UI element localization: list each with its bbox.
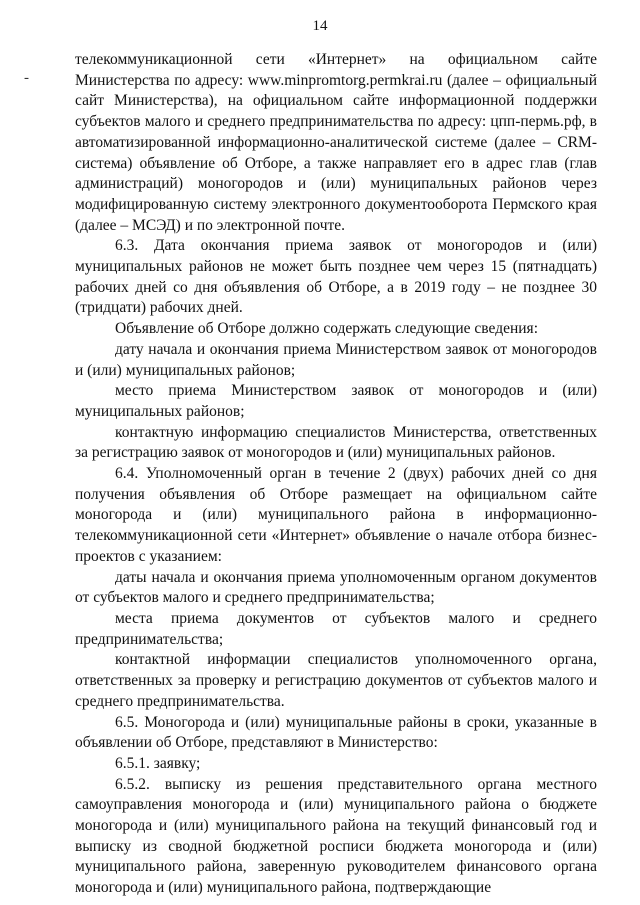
paragraph-continuation: телекоммуникационной сети «Интернет» на официальном сайте Министерства по адресу: www.minpromtorg.permkrai.ru (далее – официальный сайт Министерства), на официальном сайте информационной поддержки субъектов малого и среднего предпринимательства по адресу: цпп-пермь.рф, в автоматизированной информационно-аналитической системе (далее – CRM-система) объявление об Отборе, а также направляет его в адрес глав (глав администраций) моногородов и (или) муниципальных районов через модифицированную систему электронного документооборота Пермского края (далее – МСЭД) и по электронной почте. bbox=[75, 51, 597, 234]
margin-mark: - bbox=[24, 70, 29, 86]
paragraph-start-end-dates: дату начала и окончания приема Министерством заявок от моногородов и (или) муниципальных районов; bbox=[75, 340, 597, 379]
paragraph-6-5: 6.5. Моногорода и (или) муниципальные районы в сроки, указанные в объявлении об Отборе, представляют в Министерство: bbox=[75, 713, 597, 752]
paragraph-contacts: контактную информацию специалистов Министерства, ответственных за регистрацию заявок от моногородов и (или) муниципальных районов. bbox=[75, 423, 597, 462]
paragraph-6-5-1: 6.5.1. заявку; bbox=[115, 754, 201, 772]
paragraph-dates: даты начала и окончания приема уполномоченным органом документов от субъектов малого и среднего предпринимательства; bbox=[75, 568, 597, 607]
page-number: 14 bbox=[312, 18, 328, 34]
paragraph-6-3: 6.3. Дата окончания приема заявок от моногородов и (или) муниципальных районов не может быть позднее чем через 15 (пятнадцать) рабочих дней со дня объявления об Отборе, а в 2019 году – не позднее 30 (тридцати) рабочих дней. bbox=[75, 237, 597, 317]
paragraph-places: места приема документов от субъектов малого и среднего предпринимательства; bbox=[75, 609, 597, 648]
paragraph-contact-info: контактной информации специалистов уполномоченного органа, ответственных за проверку и регистрацию документов от субъектов малого и среднего предпринимательства. bbox=[75, 651, 597, 710]
paragraph-place: место приема Министерством заявок от моногородов и (или) муниципальных районов; bbox=[75, 382, 597, 420]
paragraph-6-5-2: 6.5.2. выписку из решения представительного органа местного самоуправления моногорода и (или) муниципального района о бюджете моногорода и (или) муниципального района на текущий финансовый год и выписку из сводной бюджетной росписи бюджета моногорода и (или) муниципального района, заверенную руководителем финансового органа моногорода и (или) муниципального района, подтверждающие bbox=[75, 775, 597, 897]
paragraph-6-4: 6.4. Уполномоченный орган в течение 2 (двух) рабочих дней со дня получения объявления об Отборе размещает на официальном сайте моногорода и (или) муниципального района в информационно-телекоммуникационной сети «Интернет» объявление о начале отбора бизнес-проектов с указанием: bbox=[75, 465, 597, 565]
paragraph-announcement-contents: Объявление об Отборе должно содержать следующие сведения: bbox=[115, 320, 538, 338]
document-body bbox=[75, 50, 597, 899]
